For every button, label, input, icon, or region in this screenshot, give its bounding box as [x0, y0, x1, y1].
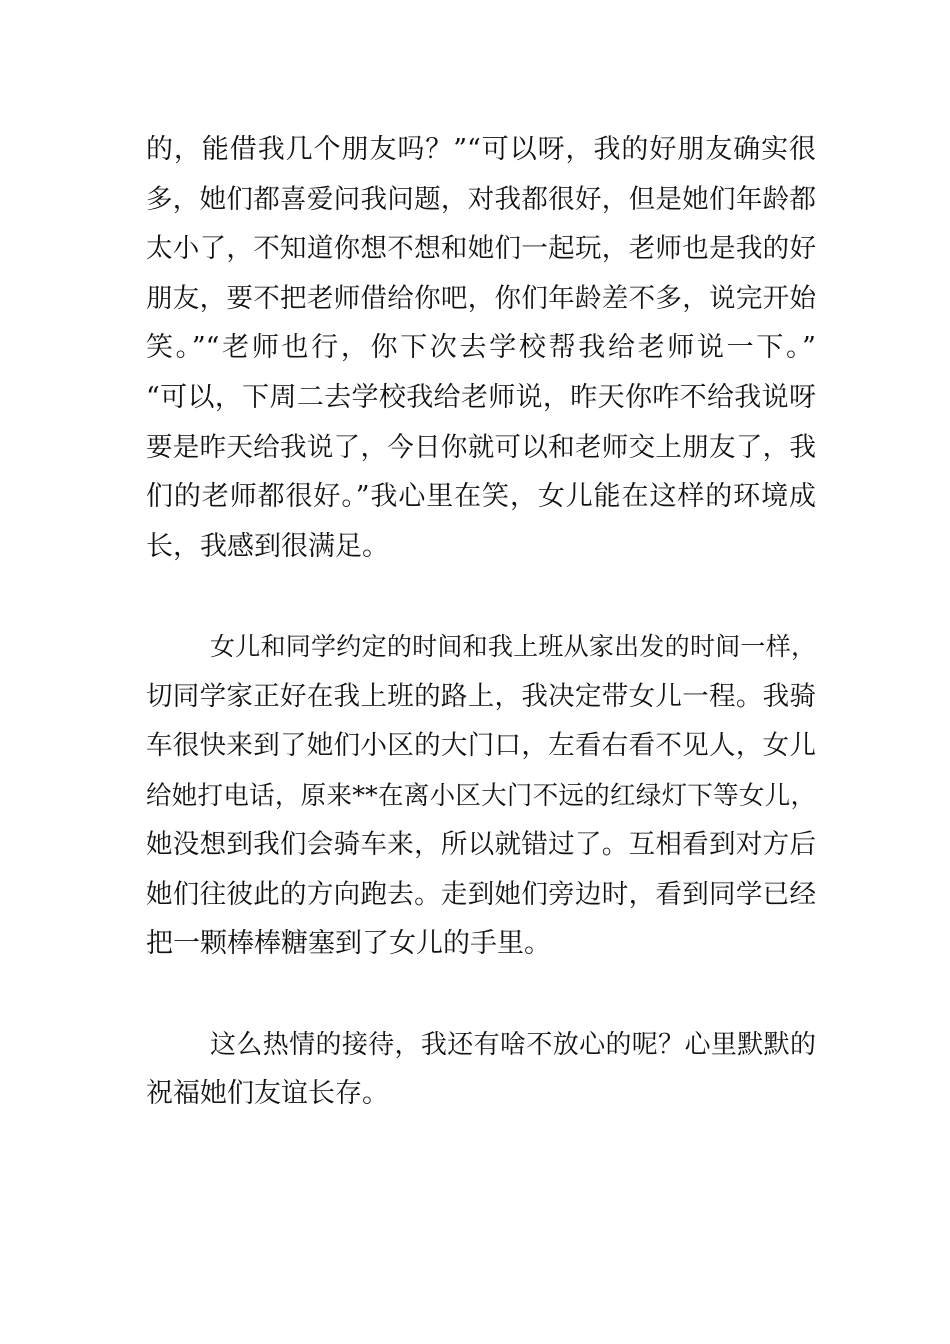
paragraph-1-line-8: 们的老师都很好。”我心里在笑，女儿能在这样的环境成: [146, 481, 816, 512]
paragraph-2-line-5: 她没想到我们会骑车来，所以就错过了。互相看到对方后: [146, 829, 816, 860]
paragraph-2-line-3: 车很快来到了她们小区的大门口，左看右看不见人，女儿: [146, 730, 816, 761]
paragraph-2-line-6: 她们往彼此的方向跑去。走到她们旁边时，看到同学已经: [146, 879, 816, 910]
paragraph-3-line-1: 这么热情的接待，我还有啥不放心的呢？心里默默的: [210, 1030, 816, 1060]
paragraph-2-line-7: 把一颗棒棒糖塞到了女儿的手里。: [146, 928, 551, 959]
paragraph-1-line-9: 长，我感到很满足。: [146, 531, 389, 562]
paragraph-2-line-1: 女儿和同学约定的时间和我上班从家出发的时间一样，: [210, 632, 816, 661]
paragraph-1-line-6: “可以，下周二去学校我给老师说，昨天你咋不给我说呀: [146, 382, 816, 413]
paragraph-1-line-4: 朋友，要不把老师借给你吧，你们年龄差不多，说完开始: [146, 283, 816, 314]
paragraph-1-line-3: 太小了，不知道你想不想和她们一起玩，老师也是我的好: [146, 233, 816, 264]
paragraph-1-line-7: 要是昨天给我说了，今日你就可以和老师交上朋友了，我: [146, 432, 816, 463]
paragraph-1-line-1: 的，能借我几个朋友吗？”“可以呀，我的好朋友确实很: [146, 134, 816, 165]
paragraph-3-line-2: 祝福她们友谊长存。: [146, 1078, 389, 1109]
paragraph-1-line-2: 多，她们都喜爱问我问题，对我都很好，但是她们年龄都: [146, 184, 816, 215]
paragraph-2-line-2: 切同学家正好在我上班的路上，我决定带女儿一程。我骑: [146, 681, 816, 712]
paragraph-2-line-4: 给她打电话，原来**在离小区大门不远的红绿灯下等女儿，: [146, 781, 816, 811]
paragraph-1-line-5: 笑。”“老师也行，你下次去学校帮我给老师说一下。”: [146, 332, 816, 363]
